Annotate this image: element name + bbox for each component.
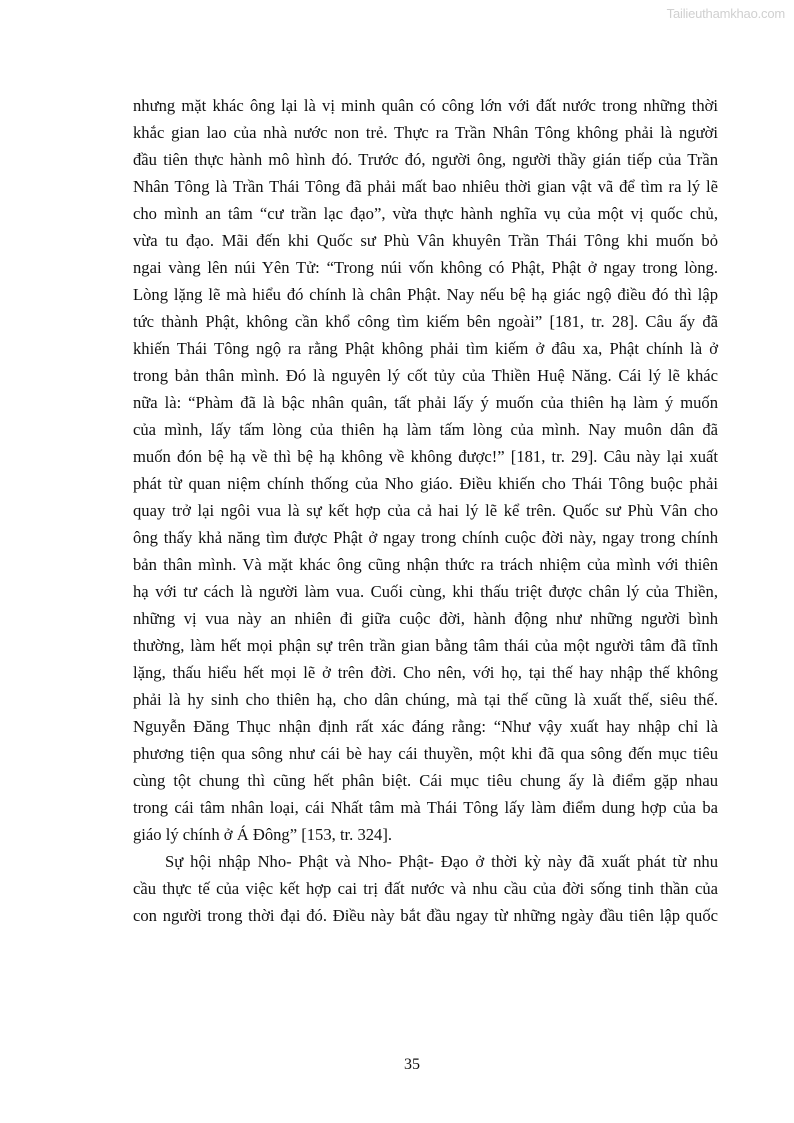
text-line: đầu tiên thực hành mô hình đó. Trước đó, người ông, người thầy gián tiếp của Trần [133,150,718,170]
text-line: phải là hy sinh cho thiên hạ, cho dân chúng, mà tại thế cũng là xuất thế, siêu thế. [133,690,718,710]
text-line: khiến Thái Tông ngộ ra rằng Phật không phải tìm kiếm ở đâu xa, Phật chính là ở [133,339,718,359]
text-line: ngai vàng lên núi Yên Tử: “Trong núi vốn không có Phật, Phật ở ngay trong lòng. [133,258,718,278]
text-line: muốn đón bệ hạ về thì bệ hạ không về không được!” [181, tr. 29]. Câu này lại xuất [133,447,718,467]
text-line: Sự hội nhập Nho- Phật và Nho- Phật- Đạo ở thời kỳ này đã xuất phát từ nhu [165,852,718,872]
text-line: của mình, lấy tấm lòng của thiên hạ làm tấm lòng của mình. Nay muôn dân đã [133,420,718,440]
text-line: giáo lý chính ở Á Đông” [153, tr. 324]. [133,825,393,845]
text-line: phát từ quan niệm chính thống của Nho giáo. Điều khiến cho Thái Tông buộc phải [133,474,718,494]
page-number: 35 [404,1056,420,1073]
text-line: bản thân mình. Và mặt khác ông cũng nhận thức ra trách nhiệm của mình với thiên [133,555,718,575]
text-line: tức thành Phật, không cần khổ công tìm kiếm bên ngoài” [181, tr. 28]. Câu ấy đã [133,312,718,332]
text-line: cùng tột chung thì cũng hết phân biệt. Cái mục tiêu chung ấy là điểm gặp nhau [133,771,718,791]
text-line: Nguyễn Đăng Thục nhận định rất xác đáng rằng: “Như vậy xuất hay nhập chỉ là [133,717,718,737]
text-line: cầu thực tế của việc kết hợp cai trị đất nước và nhu cầu của đời sống tinh thần của [133,879,718,899]
paragraph [133,94,718,850]
body-text [133,94,718,931]
text-line: hạ với tư cách là người làm vua. Cuối cùng, khi thấu triệt được chân lý của Thiền, [133,582,718,602]
text-line: thường, làm hết mọi phận sự trên trần gian bằng tâm thái của một người tâm đã tĩnh [133,636,718,656]
text-line: cho mình an tâm “cư trần lạc đạo”, vừa thực hành nghĩa vụ của một vị quốc chủ, [133,204,718,224]
text-line: khắc gian lao của nhà nước non trẻ. Thực ra Trần Nhân Tông không phải là người [133,123,718,143]
text-line: Lòng lặng lẽ mà hiểu đó chính là chân Phật. Nay nếu bệ hạ giác ngộ điều đó thì lập [133,285,718,305]
text-line: trong cái tâm nhân loại, cái Nhất tâm mà Thái Tông lấy làm điểm dung hợp của ba [133,798,718,818]
text-line: nhưng mặt khác ông lại là vị minh quân có công lớn với đất nước trong những thời [133,96,718,115]
text-line: những vị vua này an nhiên đi giữa cuộc đời, hành động như những người bình [133,609,718,629]
text-line: ông thấy khả năng tìm được Phật ở ngay trong chính cuộc đời này, ngay trong chính [133,528,718,548]
text-line: phương tiện qua sông như cái bè hay cái thuyền, một khi đã qua sông đến mục tiêu [133,744,718,764]
text-line: quay trở lại ngôi vua là sự kết hợp của cả hai lý lẽ kể trên. Quốc sư Phù Vân cho [133,501,718,521]
text-line: nữa là: “Phàm đã là bậc nhân quân, tất phải lấy ý muốn của thiên hạ làm ý muốn [133,393,718,413]
text-line: con người trong thời đại đó. Điều này bắt đầu ngay từ những ngày đầu tiên lập quốc [133,906,718,926]
paragraph [133,850,718,931]
watermark: Tailieuthamkhao.com [666,6,785,21]
text-line: vừa tu đạo. Mãi đến khi Quốc sư Phù Vân khuyên Trần Thái Tông khi muốn bỏ [133,231,718,251]
text-line: lặng, thấu hiểu hết mọi lẽ ở trên đời. Cho nên, với họ, tại thế hay nhập thế không [133,663,718,683]
text-line: Nhân Tông là Trần Thái Tông đã phải mất bao nhiêu thời gian vật vã để tìm ra lý lẽ [133,177,718,197]
text-line: trong bản thân mình. Đó là nguyên lý cốt tủy của Thiền Huệ Năng. Cái lý lẽ khác [133,366,718,386]
